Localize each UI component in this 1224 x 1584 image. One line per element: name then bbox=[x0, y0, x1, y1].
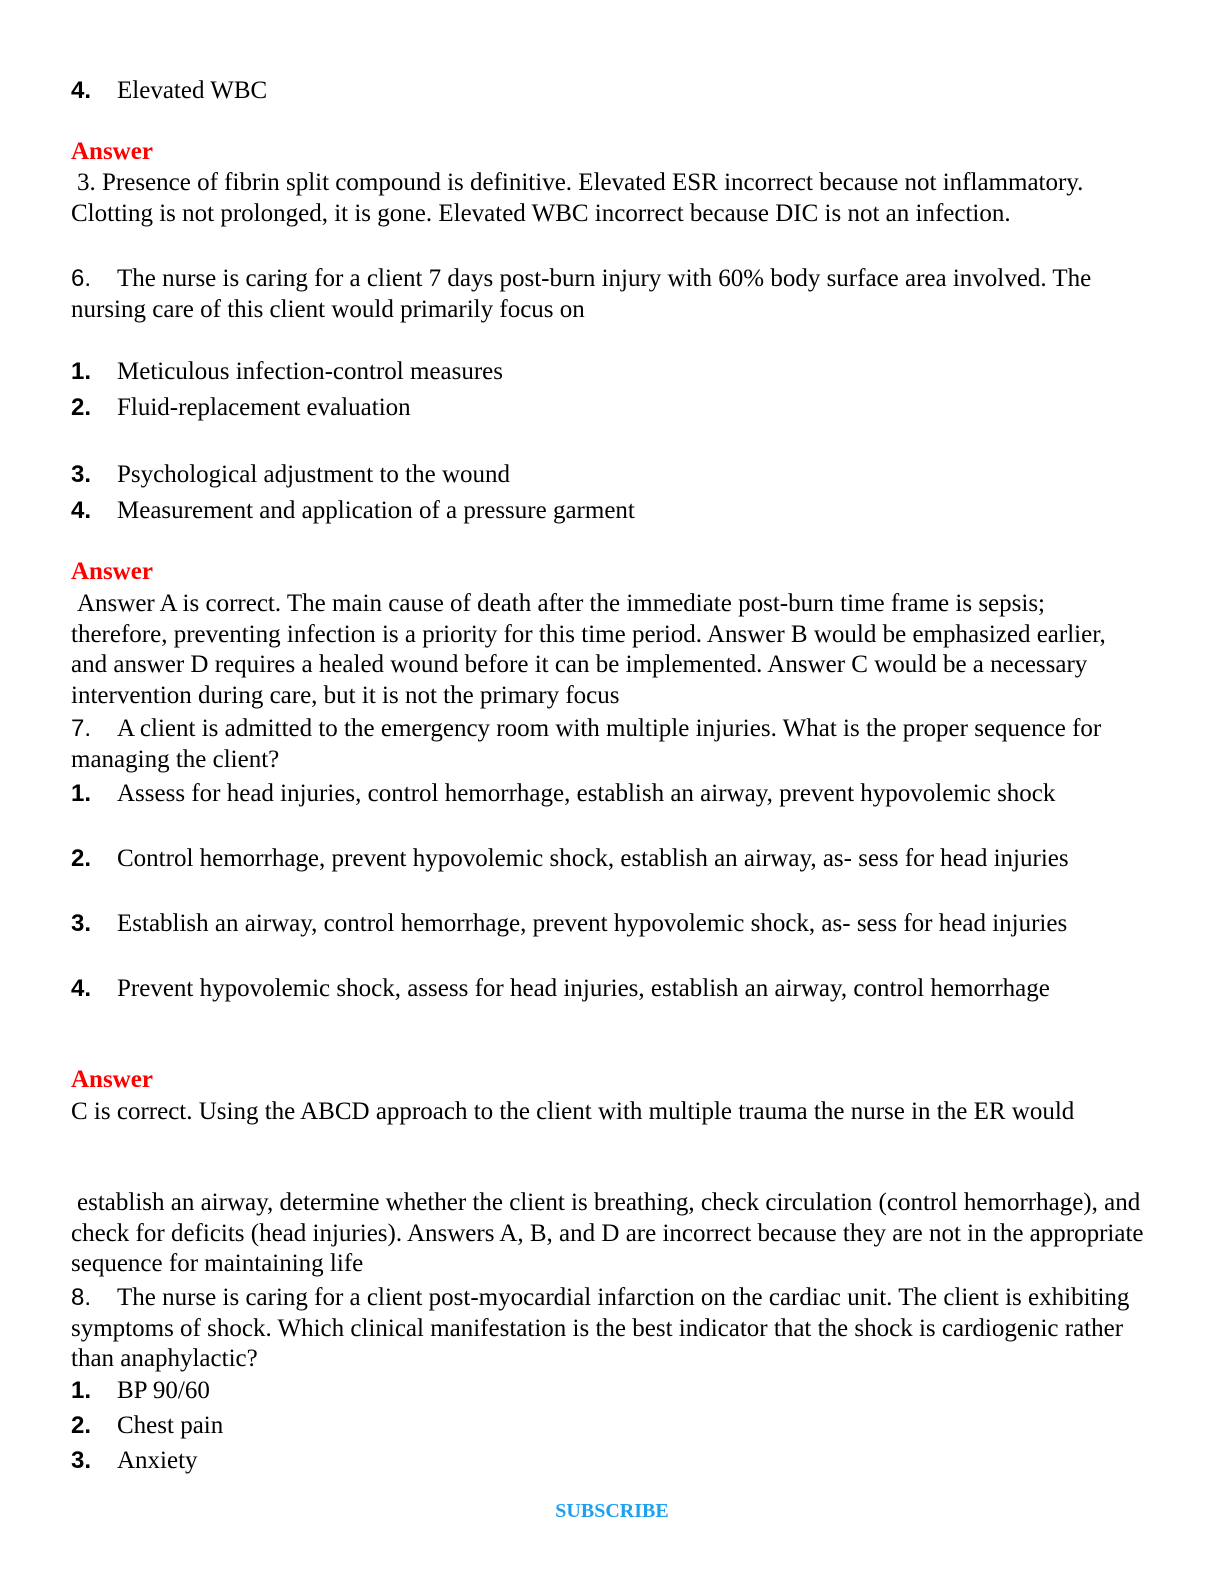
answer-text-q6: Answer A is correct. The main cause of death after the immediate post-burn time frame is sepsis; therefore, preventing infection is a priority for this time period. Answer B would be emphasized earlier, and answer D requires a healed wound before it can be implemented. Answer C would be a necessary intervention during care, but it is not the primary focus bbox=[71, 590, 1106, 709]
answer-text-q5: 3. Presence of fibrin split compound is definitive. Elevated ESR incorrect because not inflammatory. Clotting is not prolonged, it is gone. Elevated WBC incorrect because DIC is not an infection. bbox=[71, 169, 1084, 227]
option-text: Meticulous infection-control measures bbox=[117, 358, 503, 385]
question-8 bbox=[71, 1283, 1146, 1375]
q7-option-4 bbox=[71, 974, 1146, 1005]
option-number: 4. bbox=[71, 975, 92, 1002]
option-text: Prevent hypovolemic shock, assess for head injuries, establish an airway, control hemorrhage bbox=[117, 975, 1050, 1002]
option-text: Assess for head injuries, control hemorrhage, establish an airway, prevent hypovolemic shock bbox=[117, 780, 1056, 807]
answer-heading: Answer bbox=[71, 558, 153, 585]
q7-option-1 bbox=[71, 779, 1146, 810]
answer-heading: Answer bbox=[71, 138, 153, 165]
question-text: The nurse is caring for a client post-myocardial infarction on the cardiac unit. The client is exhibiting symptoms of shock. Which clinical manifestation is the best indicator that the shock is cardiogenic rather than anaphylactic? bbox=[71, 1284, 1130, 1372]
option-number: 1. bbox=[71, 780, 92, 807]
q6-option-3 bbox=[71, 460, 1146, 491]
option-number: 4. bbox=[71, 77, 92, 104]
option-text: Fluid-replacement evaluation bbox=[117, 394, 411, 421]
option-text: Establish an airway, control hemorrhage, prevent hypovolemic shock, as- sess for head injuries bbox=[117, 910, 1068, 937]
answer-text-q7-part1: C is correct. Using the ABCD approach to the client with multiple trauma the nurse in the ER would bbox=[71, 1098, 1075, 1125]
option-number: 2. bbox=[71, 1412, 92, 1439]
question-text: A client is admitted to the emergency room with multiple injuries. What is the proper sequence for managing the client? bbox=[71, 715, 1102, 773]
option-number: 2. bbox=[71, 394, 92, 421]
q7-option-3 bbox=[71, 909, 1146, 940]
question-number: 7. bbox=[71, 715, 92, 742]
option-number: 4. bbox=[71, 497, 92, 524]
q8-option-1 bbox=[71, 1376, 1146, 1407]
option-number: 3. bbox=[71, 910, 92, 937]
option-number: 3. bbox=[71, 1447, 92, 1474]
q6-option-1 bbox=[71, 357, 1146, 388]
question-text: The nurse is caring for a client 7 days post-burn injury with 60% body surface area involved. The nursing care of this client would primarily focus on bbox=[71, 265, 1092, 323]
answer-heading: Answer bbox=[71, 1066, 153, 1093]
question-7 bbox=[71, 714, 1146, 775]
question-number: 6. bbox=[71, 265, 92, 292]
q6-option-2 bbox=[71, 393, 1146, 424]
q6-option-4 bbox=[71, 496, 1146, 527]
question-number: 8. bbox=[71, 1284, 92, 1311]
option-text: Psychological adjustment to the wound bbox=[117, 461, 511, 488]
option-text: Measurement and application of a pressure garment bbox=[117, 497, 635, 524]
option-text: Control hemorrhage, prevent hypovolemic shock, establish an airway, as- sess for head injuries bbox=[117, 845, 1069, 872]
option-text: Elevated WBC bbox=[117, 77, 268, 104]
q8-option-2 bbox=[71, 1411, 1146, 1442]
option-text: Chest pain bbox=[117, 1412, 224, 1439]
option-number: 2. bbox=[71, 845, 92, 872]
q8-option-3 bbox=[71, 1446, 1146, 1477]
option-text: Anxiety bbox=[117, 1447, 198, 1474]
option-number: 3. bbox=[71, 461, 92, 488]
option-number: 1. bbox=[71, 358, 92, 385]
q5-option-4 bbox=[71, 76, 1146, 107]
subscribe-link[interactable]: SUBSCRIBE bbox=[555, 1500, 669, 1522]
q7-option-2 bbox=[71, 844, 1146, 875]
option-number: 1. bbox=[71, 1377, 92, 1404]
option-text: BP 90/60 bbox=[117, 1377, 210, 1404]
question-6 bbox=[71, 264, 1146, 325]
answer-text-q7-part2: establish an airway, determine whether the client is breathing, check circulation (control hemorrhage), and check for deficits (head injuries). Answers A, B, and D are incorrect because they are not in the appropriate sequence for maintaining life bbox=[71, 1189, 1144, 1277]
